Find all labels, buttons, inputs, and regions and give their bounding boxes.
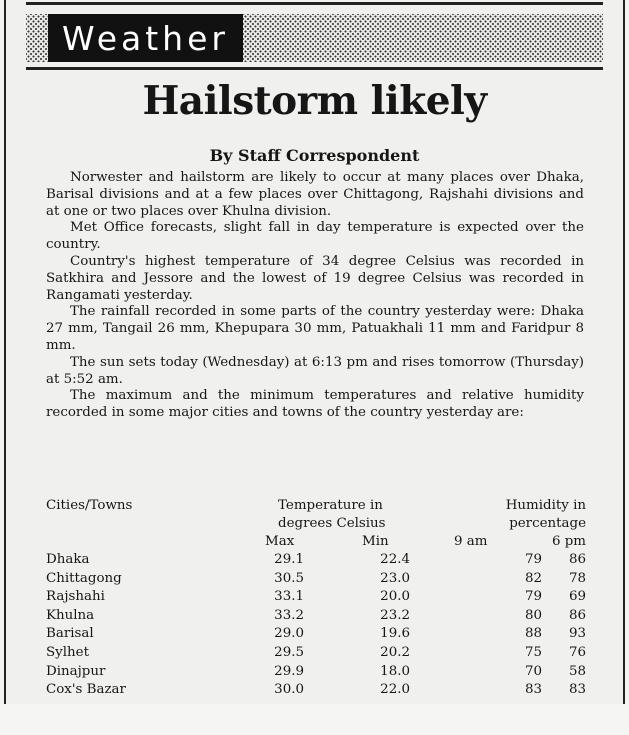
city-name: Barisal	[46, 626, 94, 642]
paragraph: The maximum and the minimum temperatures and relative humidity recorded in some major cities and towns of the country yesterday are:	[46, 388, 584, 421]
humidity-9am: 82	[524, 570, 542, 586]
table-row	[46, 663, 586, 682]
table-row	[46, 625, 586, 644]
article-body	[46, 170, 584, 422]
min-temp: 23.0	[380, 570, 410, 586]
city-name: Chittagong	[46, 570, 122, 586]
subheader-min: Min	[362, 534, 389, 549]
max-temp: 29.0	[274, 626, 304, 642]
top-rule	[26, 2, 603, 5]
table-row	[46, 570, 586, 589]
max-temp: 29.1	[274, 552, 304, 567]
paragraph: The sun sets today (Wednesday) at 6:13 pm and rises tomorrow (Thursday) at 5:52 am.	[46, 354, 584, 387]
subheader-6pm: 6 pm	[551, 534, 586, 549]
table-row	[46, 588, 586, 607]
max-temp: 33.1	[274, 589, 304, 605]
banner-bottom-rule	[26, 67, 603, 70]
subheader-max: Max	[265, 534, 295, 549]
city-name: Rajshahi	[46, 589, 105, 605]
min-temp: 19.6	[380, 626, 410, 642]
table-row	[46, 607, 586, 626]
city-name: Cox's Bazar	[46, 682, 126, 698]
table-body	[46, 551, 586, 700]
table-row	[46, 551, 586, 570]
section-banner	[26, 14, 603, 62]
humidity-9am: 70	[524, 663, 542, 679]
city-name: Sylhet	[46, 644, 89, 660]
city-name: Khulna	[46, 607, 95, 623]
banner-pattern-right	[243, 14, 603, 62]
table-row	[46, 644, 586, 663]
min-temp: 22.0	[380, 682, 410, 698]
table-row	[46, 681, 586, 700]
humidity-6pm: 86	[568, 552, 586, 567]
col-header-temp-line1: Temperature in	[278, 498, 383, 513]
humidity-6pm: 69	[568, 589, 586, 605]
headline: Hailstorm likely	[142, 78, 487, 124]
humidity-6pm: 76	[568, 644, 586, 660]
min-temp: 22.4	[380, 552, 410, 567]
humidity-6pm: 58	[568, 663, 586, 679]
paragraph: Norwester and hailstorm are likely to occur at many places over Dhaka, Barisal divisions and at a few places over Chittagong, Rajshahi divisions and at one or two places over Khulna division.	[46, 170, 584, 219]
humidity-9am: 75	[524, 644, 542, 660]
city-name: Dhaka	[46, 552, 90, 567]
paragraph: Country's highest temperature of 34 degree Celsius was recorded in Satkhira and Jessore and the lowest of 19 degree Celsius was recorded in Rangamati yesterday.	[46, 253, 584, 303]
max-temp: 29.5	[274, 644, 304, 660]
paragraph: Met Office forecasts, slight fall in day temperature is expected over the country.	[46, 220, 584, 253]
banner-pattern-left	[26, 14, 48, 62]
humidity-9am: 80	[524, 607, 542, 623]
humidity-9am: 79	[524, 552, 542, 567]
humidity-9am: 83	[524, 682, 542, 698]
col-header-humidity-line2: percentage	[509, 516, 586, 531]
humidity-6pm: 83	[568, 682, 586, 698]
subheader-9am: 9 am	[454, 534, 488, 549]
paragraph: The rainfall recorded in some parts of the country yesterday were: Dhaka 27 mm, Tangail 26 mm, Khepupara 30 mm, Patuakhali 11 mm and Faridpur 8 mm.	[46, 304, 584, 353]
max-temp: 29.9	[274, 663, 304, 679]
min-temp: 18.0	[380, 663, 410, 679]
page-margin	[0, 704, 629, 735]
humidity-6pm: 93	[568, 626, 586, 642]
min-temp: 20.0	[380, 589, 410, 605]
min-temp: 23.2	[380, 607, 410, 623]
max-temp: 30.5	[274, 570, 304, 586]
col-header-temp-line2: degrees Celsius	[278, 516, 386, 531]
city-name: Dinajpur	[46, 663, 106, 679]
col-header-city: Cities/Towns	[46, 498, 133, 513]
humidity-6pm: 78	[568, 570, 586, 586]
max-temp: 30.0	[274, 682, 304, 698]
max-temp: 33.2	[274, 607, 304, 623]
min-temp: 20.2	[380, 644, 410, 660]
section-title: Weather	[48, 14, 243, 62]
humidity-9am: 79	[524, 589, 542, 605]
col-header-humidity-line1: Humidity in	[505, 498, 586, 513]
humidity-6pm: 86	[568, 607, 586, 623]
humidity-9am: 88	[524, 626, 542, 642]
byline: By Staff Correspondent	[209, 146, 420, 165]
